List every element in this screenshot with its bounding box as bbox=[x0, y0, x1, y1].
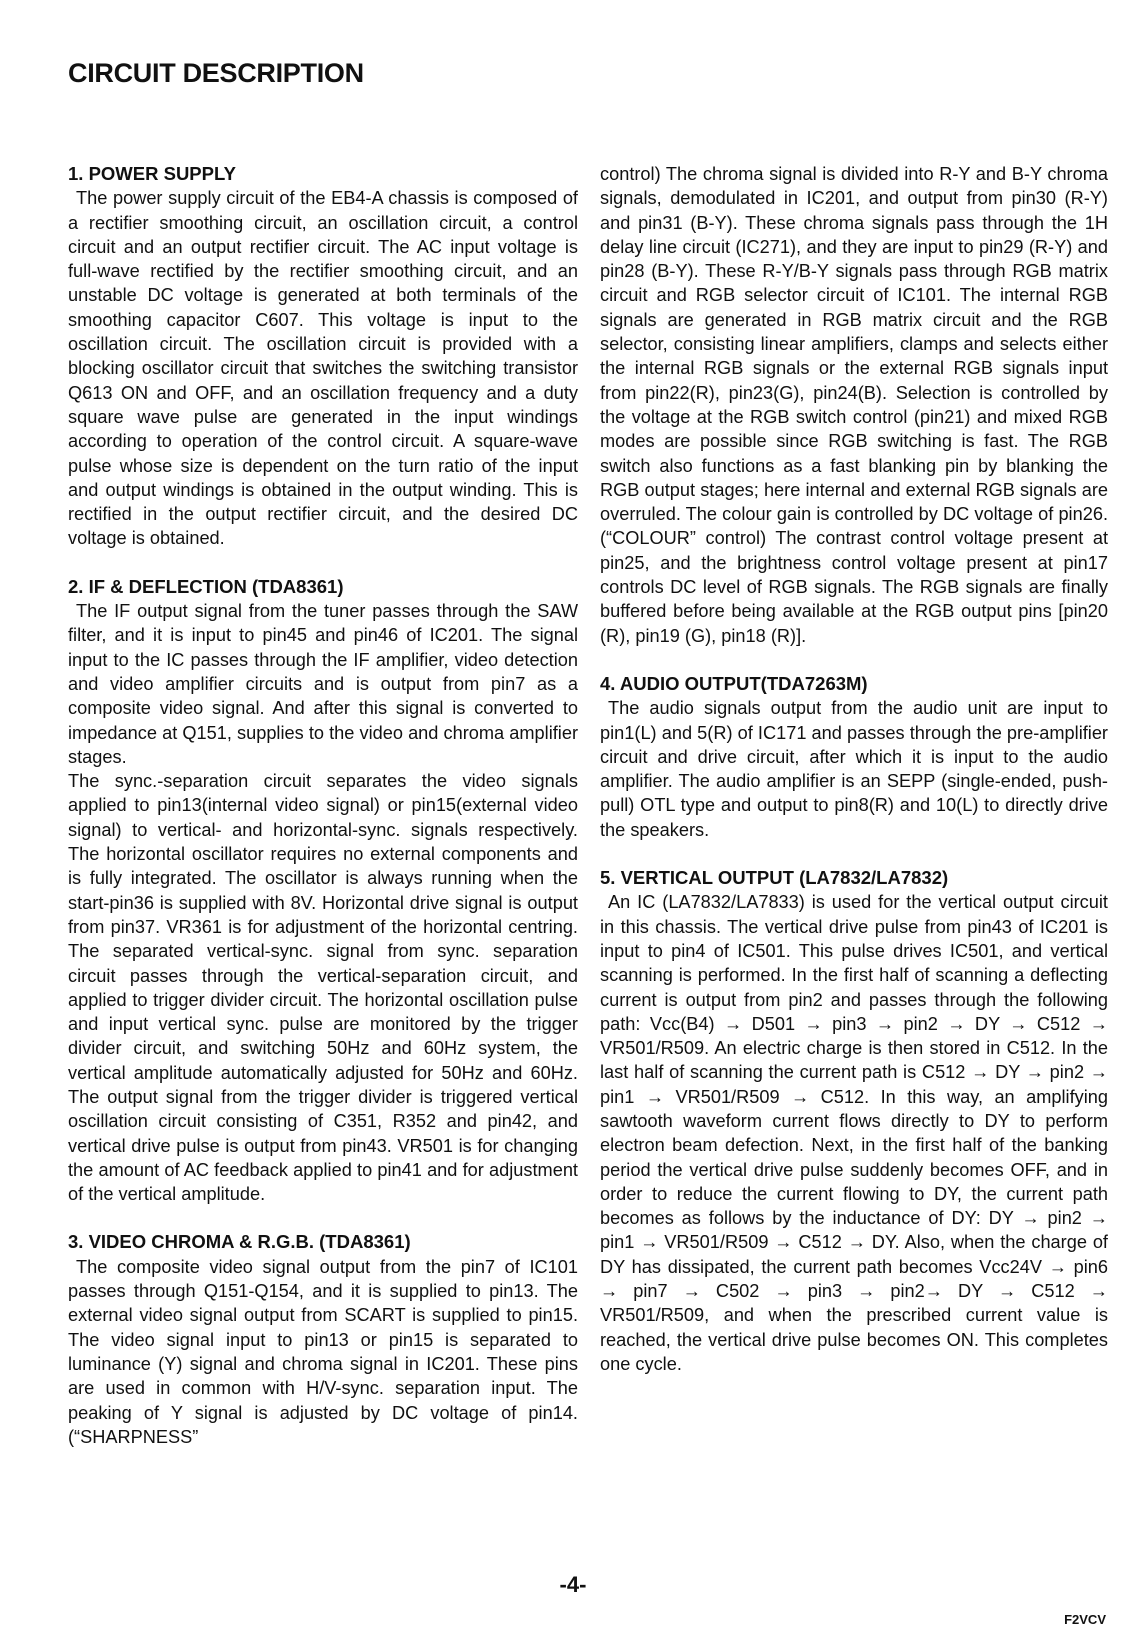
section-heading-power-supply: 1. POWER SUPPLY bbox=[68, 163, 236, 184]
section-heading-video-chroma: 3. VIDEO CHROMA & R.G.B. (TDA8361) bbox=[68, 1231, 411, 1253]
audio-output-text: The audio signals output from the audio unit are input to pin1(L) and 5(R) of IC171 and passes through the pre-amplifier circuit and drive circuit, after which it is input to the audio amplifier. The audio amplifier is an SEPP (single-ended, push-pull) OTL type and output to pin8(R) and 10(L) to directly drive the speakers. bbox=[600, 698, 1108, 840]
page-number: -4- bbox=[559, 1572, 587, 1597]
section-heading-if-deflection: 2. IF & DEFLECTION (TDA8361) bbox=[68, 575, 344, 597]
power-supply-text: The power supply circuit of the EB4-A chassis is composed of a rectifier smoothing circuit, an oscillation circuit, a control circuit and an output rectifier circuit. The AC input voltage is full-wave rectified by the rectifier smoothing circuit, and an unstable DC voltage is generated at both terminals of the smoothing capacitor C607. This voltage is input to the oscillation circuit. The oscillation circuit is provided with a blocking oscillator circuit that switches the switching transistor Q613 ON and OFF, and an oscillation frequency and a duty square wave pulse are generated in the input windings according to operation of the control circuit. A square-wave pulse whose size is dependent on the turn ratio of the input and output windings is obtained in the output winding. This is rectified in the output rectifier circuit, and the desired DC voltage is obtained. bbox=[68, 188, 578, 549]
section-gap bbox=[600, 648, 1108, 672]
video-chroma-text-right: control) The chroma signal is divided into R-Y and B-Y chroma signals, demodulated in IC201, and output from pin30 (R-Y) and pin31 (B-Y). These chroma signals pass through the 1H delay line circuit (IC271), and they are input to pin29 (R-Y) and pin28 (B-Y). These R-Y/B-Y signals pass through RGB matrix circuit and RGB selector circuit of IC101. The internal RGB signals are generated in RGB matrix circuit and the RGB selector, consisting linear amplifiers, clamps and selects either the internal RGB signals or the external RGB signals input from pin22(R), pin23(G), pin24(B). Selection is controlled by the voltage at the RGB switch control (pin21) and mixed RGB modes are possible since RGB switching is fast. The RGB switch also functions as a fast blanking pin by blanking the RGB output stages; here internal and external RGB signals are overruled. The colour gain is controlled by DC voltage of pin26. (“COLOUR” control) The contrast control voltage present at pin25, and the brightness control voltage present at pin17 controls DC level of RGB signals. The RGB signals are finally buffered before being available at the RGB output pins [pin20 (R), pin19 (G), pin18 (R)]. bbox=[600, 164, 1108, 646]
section-heading-audio-output: 4. AUDIO OUTPUT(TDA7263M) bbox=[600, 672, 868, 694]
vertical-output-text: An IC (LA7832/LA7833) is used for the vertical output circuit in this chassis. The vertical drive pulse from pin43 of IC201 is input to pin4 of IC501. This pulse drives IC501, and vertical scanning is performed. In the first half of scanning a deflecting current is output from pin2 and passes through the following path: Vcc(B4) → D501 → pin3 → pin2 → DY → C512 → VR501/R509. An electric charge is then stored in C512. In the last half of scanning the current path is C512 → DY → pin2 → pin1 → VR501/R509 → C512. In this way, an amplifying sawtooth waveform current flows directly to DY to perform electron beam defection. Next, in the first half of the banking period the vertical drive pulse suddenly becomes OFF, and in order to reduce the current flowing to DY, the current path becomes as follows by the inductance of DY: DY → pin2 → pin1 → VR501/R509 → C512 → DY. Also, when the charge of DY has dissipated, the current path becomes Vcc24V → pin6 → pin7 → C502 → pin3 → pin2→ DY → C512 → VR501/R509, and when the prescribed current value is reached, the vertical drive pulse becomes ON. This completes one cycle. bbox=[600, 892, 1108, 1374]
section-gap bbox=[68, 1206, 578, 1230]
if-deflection-text-1: The IF output signal from the tuner passes through the SAW filter, and it is input to pin45 and pin46 of IC201. The signal input to the IC passes through the IF amplifier, video detection and video amplifier circuits and is output from pin7 as a composite video signal. And after this signal is converted to impedance at Q151, supplies to the video and chroma amplifier stages. bbox=[68, 601, 578, 767]
section-heading-vertical-output: 5. VERTICAL OUTPUT (LA7832/LA7832) bbox=[600, 867, 949, 889]
right-column bbox=[600, 162, 1108, 1376]
document-code: F2VCV bbox=[1064, 1612, 1106, 1627]
video-chroma-text-left: The composite video signal output from the pin7 of IC101 passes through Q151-Q154, and it is supplied to pin13. The external video signal output from SCART is supplied to pin15. The video signal input to pin13 or pin15 is separated to luminance (Y) signal and chroma signal in IC201. These pins are used in common with H/V-sync. separation input. The peaking of Y signal is adjusted by DC voltage of pin14. (“SHARPNESS” bbox=[68, 1256, 578, 1447]
section-gap bbox=[600, 842, 1108, 866]
page-title: CIRCUIT DESCRIPTION bbox=[68, 58, 364, 88]
left-column bbox=[68, 162, 578, 1449]
if-deflection-text-2: The sync.-separation circuit separates the video signals applied to pin13(internal video signal) or pin15(external video signal) to vertical- and horizontal-sync. signals respectively. The horizontal oscillator requires no external components and is fully integrated. The oscillator is always running when the start-pin36 is supplied with 8V. Horizontal drive signal is output from pin37. VR361 is for adjustment of the horizontal centring. The separated vertical-sync. signal from sync. separation circuit passes through the vertical-separation circuit, and applied to trigger divider circuit. The horizontal oscillation pulse and input vertical sync. pulse are monitored by the trigger divider circuit, and switching 50Hz and 60Hz system, the vertical amplitude automatically adjusted for 50Hz and 60Hz. The output signal from the trigger divider is triggered vertical oscillation circuit consisting of C351, R352 and pin42, and vertical drive pulse is output from pin43. VR501 is for changing the amount of AC feedback applied to pin41 and for adjustment of the vertical amplitude. bbox=[68, 771, 578, 1205]
section-gap bbox=[68, 551, 578, 575]
